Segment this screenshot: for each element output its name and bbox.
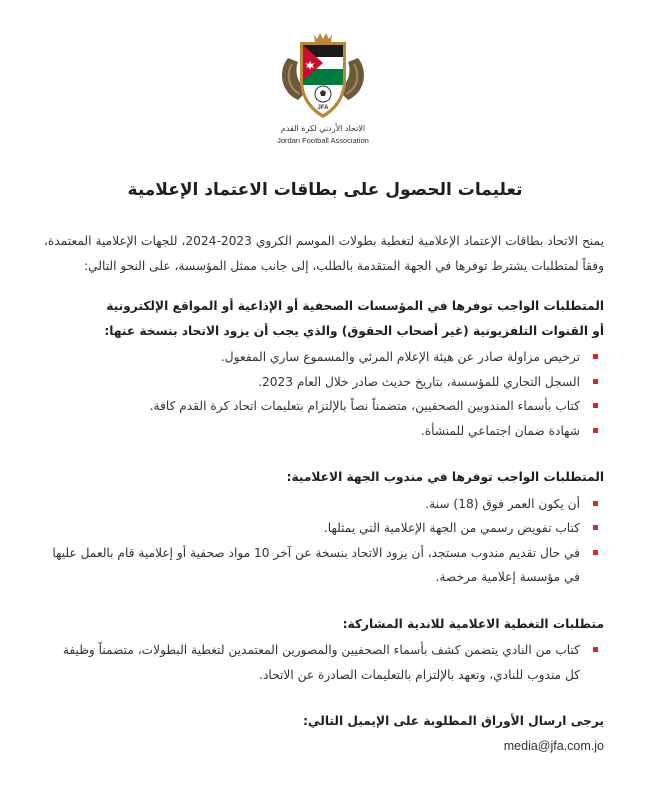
org-name-english: Jordan Football Association bbox=[277, 136, 369, 145]
intro-paragraph: يمنح الاتحاد بطاقات الإعتماد الإعلامية لتغطية بطولات الموسم الكروي 2023-2024، للجهات الإعلامية المعتمدة، وفقاً لمتطلبات يشترط توفرها في الجهة المتقدمة بالطلب، إلى جانب ممثل المؤسسة، على النحو التالي: bbox=[44, 234, 604, 273]
section-representative-requirements bbox=[44, 465, 604, 590]
bullet-square-icon bbox=[593, 501, 598, 506]
section-title: المتطلبات الواجب توفرها في مندوب الجهة الاعلامية: bbox=[286, 470, 604, 484]
org-name-arabic: الاتحاد الأردني لكرة القدم bbox=[280, 124, 366, 133]
list-item bbox=[44, 638, 604, 687]
section-title-continued: أو القنوات التلفزيونية (غير أصحاب الحقوق) والذي يجب أن يزود الاتحاد بنسخة عنها: bbox=[104, 323, 604, 338]
list-item bbox=[44, 516, 604, 541]
list-item-text: أن يكون العمر فوق (18) سنة. bbox=[425, 496, 580, 511]
requirements-list bbox=[44, 638, 604, 687]
section-title: المتطلبات الواجب توفرها في المؤسسات الصحفية أو الإذاعية أو المواقع الإلكترونية bbox=[106, 299, 604, 313]
email-request-text: يرجى ارسال الأوراق المطلوبة على الإيميل التالي: bbox=[303, 714, 604, 728]
list-item-text: كتاب تفويض رسمي من الجهة الإعلامية التي يمثلها. bbox=[323, 521, 580, 535]
logo-text: JFA bbox=[317, 105, 329, 111]
requirements-list bbox=[44, 345, 604, 443]
bullet-square-icon bbox=[593, 354, 598, 359]
section-title: متطلبات التغطية الاعلامية للاندية المشاركة: bbox=[342, 616, 604, 631]
bullet-square-icon bbox=[593, 379, 598, 384]
section-club-coverage-requirements bbox=[44, 612, 604, 688]
list-item-text: كتاب بأسماء المندوبين الصحفيين، متضمناً نصاً بالإلتزام بتعليمات اتحاد كرة القدم كافة. bbox=[149, 399, 580, 413]
contact-section bbox=[44, 709, 604, 758]
bullet-square-icon bbox=[593, 403, 598, 408]
page-title: تعليمات الحصول على بطاقات الاعتماد الإعلامية bbox=[127, 180, 523, 200]
list-item bbox=[44, 419, 604, 444]
list-item-text: كتاب من النادي يتضمن كشف بأسماء الصحفيين والمصورين المعتمدين لتغطية البطولات، متضمناً وظيفة كل مندوب للنادي، وتعهد بالإلتزام بالتعليمات الصادرة عن الاتحاد. bbox=[62, 643, 580, 682]
list-item bbox=[44, 541, 604, 590]
list-item-text: السجل التجاري للمؤسسة، بتاريخ حديث صادر خلال العام 2023. bbox=[258, 374, 580, 389]
list-item bbox=[44, 492, 604, 517]
list-item-text: شهادة ضمان اجتماعي للمنشأة. bbox=[420, 423, 580, 438]
list-item bbox=[44, 345, 604, 370]
bullet-square-icon bbox=[593, 647, 598, 652]
section-institution-requirements bbox=[44, 294, 604, 443]
list-item bbox=[44, 394, 604, 419]
list-item-text: ترخيص مزاولة صادر عن هيئة الإعلام المرئي والمسموع ساري المفعول. bbox=[220, 350, 580, 364]
bullet-square-icon bbox=[593, 550, 598, 555]
list-item bbox=[44, 370, 604, 395]
bullet-square-icon bbox=[593, 525, 598, 530]
bullet-square-icon bbox=[593, 428, 598, 433]
document-body bbox=[44, 229, 604, 758]
requirements-list bbox=[44, 492, 604, 590]
contact-email-link[interactable]: media@jfa.com.jo bbox=[503, 738, 604, 753]
list-item-text: في حال تقديم مندوب مستجد، أن يزود الاتحاد بنسخة عن آخر 10 مواد صحفية أو إعلامية قام بالعمل عليها في مؤسسة إعلامية مرخصة. bbox=[52, 545, 580, 584]
